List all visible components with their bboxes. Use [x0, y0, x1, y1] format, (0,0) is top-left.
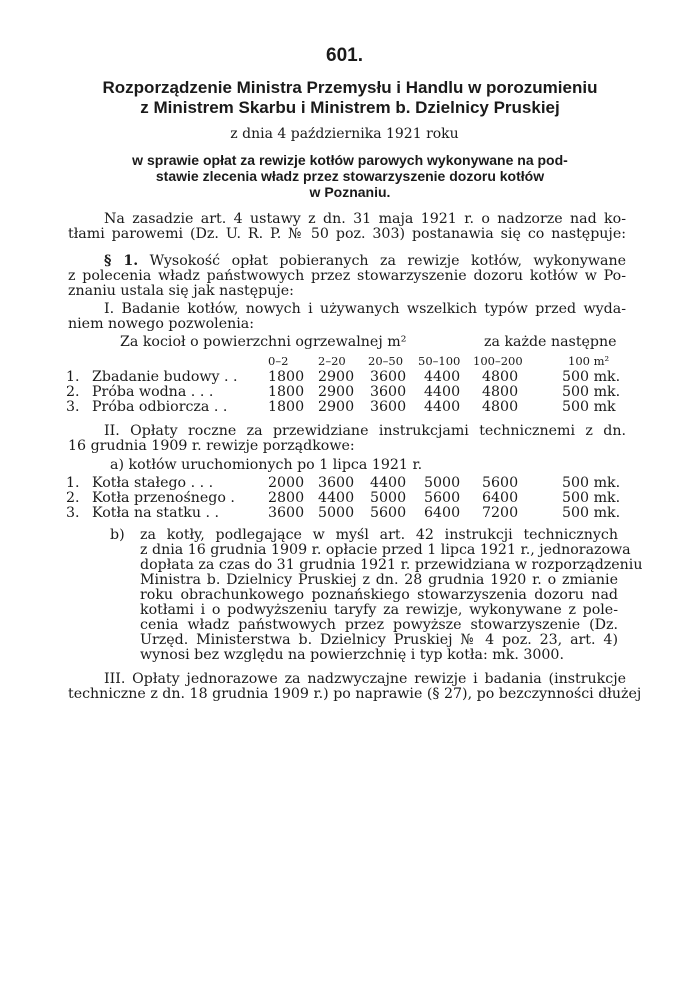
row-number: 1.	[66, 475, 80, 491]
row-number: 3.	[66, 505, 80, 521]
table-cell: 2000	[268, 475, 305, 491]
row-label: Próba odbiorcza . .	[92, 399, 228, 415]
range-label: 100 m²	[568, 354, 610, 368]
table-cell: 5000	[318, 505, 355, 521]
table-cell: 1800	[268, 399, 305, 415]
table-cell: 4400	[424, 384, 461, 400]
table-cell: 2900	[318, 384, 355, 400]
decree-date: z dnia 4 października 1921 roku	[230, 126, 459, 142]
table-cell: 3600	[318, 475, 355, 491]
section-text: Wysokość opłat pobieranych za rewizje kotłów, wykonywane	[149, 253, 627, 269]
table-cell: 500 mk.	[562, 384, 621, 400]
table-cell: 4400	[424, 369, 461, 385]
paragraph-line: II. Opłaty roczne za przewidziane instrukcjami technicznemi z dn.	[104, 423, 626, 439]
paragraph-line: I. Badanie kotłów, nowych i używanych wszelkich typów przed wyda-	[104, 301, 626, 317]
table-cell: 1800	[268, 369, 305, 385]
decree-title	[60, 78, 640, 118]
table-cell: 2900	[318, 369, 355, 385]
table-cell: 500 mk.	[562, 490, 621, 506]
paragraph-line: cenia władz państwowych przez powyższe stowarzyszenie (Dz.	[140, 617, 618, 633]
table-cell: 500 mk.	[562, 505, 621, 521]
row-label: Kotła przenośnego .	[92, 490, 235, 506]
table-1-header-left: Za kocioł o powierzchni ogrzewalnej m²	[120, 334, 407, 350]
paragraph-line: z dnia 16 grudnia 1909 r. opłacie przed 1 lipca 1921 r., jednorazowa	[140, 542, 631, 558]
range-label: 2–20	[318, 354, 346, 368]
paragraph-line	[68, 254, 626, 269]
table-cell: 6400	[482, 490, 519, 506]
paragraph-line: techniczne z dn. 18 grudnia 1909 r.) po naprawie (§ 27), po bezczynności dłużej	[68, 686, 642, 702]
part-2-sub-b-label: b)	[110, 527, 125, 543]
paragraph-line: z polecenia władz państwowych przez stowarzyszenie dozoru kotłów w Po-	[68, 268, 626, 284]
paragraph-line: III. Opłaty jednorazowe za nadzwyczajne rewizje i badania (instrukcje	[104, 671, 626, 687]
table-cell: 4400	[370, 475, 407, 491]
paragraph-line: Na zasadzie art. 4 ustawy z dn. 31 maja 1921 r. o nadzorze nad ko-	[104, 211, 626, 227]
row-label: Kotła na statku . .	[92, 505, 220, 521]
table-cell: 1800	[268, 384, 305, 400]
subject-line: w sprawie opłat za rewizje kotłów parowych wykonywane na pod-	[132, 152, 568, 168]
paragraph-line: tłami parowemi (Dz. U. R. P. № 50 poz. 303) postanawia się co następuje:	[68, 226, 626, 242]
range-label: 0–2	[268, 354, 289, 368]
table-cell: 5600	[370, 505, 407, 521]
table-cell: 3600	[370, 369, 407, 385]
row-number: 2.	[66, 490, 80, 506]
table-cell: 500 mk.	[562, 369, 621, 385]
range-label: 50–100	[418, 354, 461, 368]
paragraph-line: roku obrachunkowego poznańskiego stowarzyszenia dozoru nad	[140, 587, 618, 603]
range-label: 20–50	[368, 354, 404, 368]
row-label: Zbadanie budowy . .	[92, 369, 238, 385]
title-line: z Ministrem Skarbu i Ministrem b. Dzielnicy Pruskiej	[140, 98, 560, 117]
part-2-intro	[68, 424, 626, 454]
subject-line: w Poznaniu.	[309, 184, 391, 200]
table-cell: 6400	[424, 505, 461, 521]
section-1	[68, 254, 626, 299]
part-1-intro	[68, 302, 626, 332]
intro-paragraph	[68, 212, 626, 242]
row-number: 2.	[66, 384, 80, 400]
paragraph-line: Ministra b. Dzielnicy Pruskiej z dn. 28 grudnia 1920 r. o zmianie	[140, 572, 618, 588]
table-cell: 4800	[482, 399, 519, 415]
paragraph-line: niem nowego pozwolenia:	[68, 316, 255, 332]
table-cell: 3600	[268, 505, 305, 521]
page-number: 601.	[326, 45, 363, 66]
paragraph-line: Urzęd. Ministerstwa b. Dzielnicy Pruskiej № 4 poz. 23, art. 4)	[140, 632, 618, 648]
table-1-header-right: za każde następne	[484, 334, 617, 350]
table-cell: 5600	[424, 490, 461, 506]
table-cell: 3600	[370, 384, 407, 400]
decree-subject	[70, 152, 630, 200]
table-cell: 4400	[424, 399, 461, 415]
table-cell: 5000	[370, 490, 407, 506]
table-cell: 5000	[424, 475, 461, 491]
subject-line: stawie zlecenia władz przez stowarzyszenie dozoru kotłów	[155, 168, 545, 184]
title-line: Rozporządzenie Ministra Przemysłu i Handlu w porozumieniu	[102, 78, 598, 97]
paragraph-line: 16 grudnia 1909 r. rewizje porządkowe:	[68, 438, 355, 454]
row-label: Kotła stałego . . .	[92, 475, 214, 491]
range-label: 100–200	[473, 354, 523, 368]
part-2-sub-a: a) kotłów uruchomionych po 1 lipca 1921 r.	[110, 457, 423, 473]
table-cell: 500 mk.	[562, 475, 621, 491]
paragraph-line: dopłata za czas do 31 grudnia 1921 r. przewidziana w rozporządzeniu	[140, 557, 643, 573]
row-number: 1.	[66, 369, 80, 385]
paragraph-line: znaniu ustala się jak następuje:	[68, 283, 294, 299]
table-cell: 4800	[482, 384, 519, 400]
paragraph-line: kotłami i o podwyższeniu taryfy za rewizje, wykonywane z pole-	[140, 602, 618, 618]
row-number: 3.	[66, 399, 80, 415]
part-3	[68, 671, 642, 702]
table-cell: 5600	[482, 475, 519, 491]
row-label: Próba wodna . . .	[92, 384, 214, 400]
table-cell: 2900	[318, 399, 355, 415]
table-cell: 7200	[482, 505, 519, 521]
table-cell: 3600	[370, 399, 407, 415]
paragraph-line: za kotły, podlegające w myśl art. 42 instrukcji technicznych	[140, 527, 618, 543]
table-cell: 4400	[318, 490, 355, 506]
table-cell: 500 mk	[562, 399, 616, 415]
part-2-sub-b	[140, 527, 643, 663]
section-label: § 1.	[104, 253, 139, 269]
paragraph-line: wynosi bez względu na powierzchnię i typ kotła: mk. 3000.	[140, 647, 564, 663]
table-cell: 2800	[268, 490, 305, 506]
table-cell: 4800	[482, 369, 519, 385]
